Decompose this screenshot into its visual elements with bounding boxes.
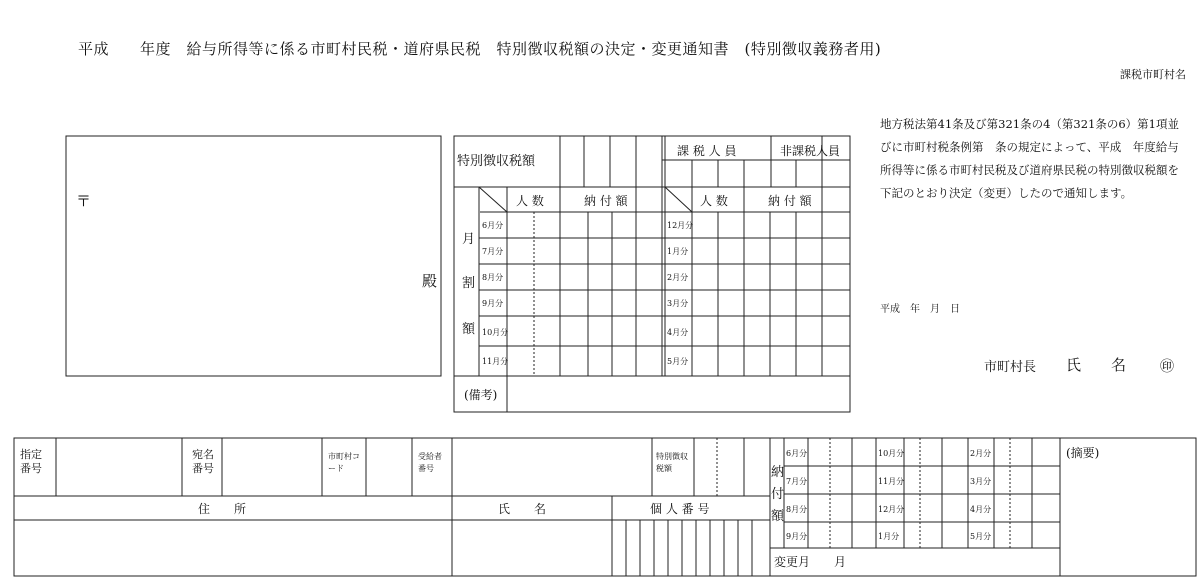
receiver-no-label: 受給者番号 [418, 452, 442, 473]
monthly-label-3: 額 [462, 322, 476, 337]
designated-no-label: 指定番号 [20, 448, 42, 475]
bm-col3-2: 4月分 [970, 505, 992, 514]
document-title: 平成 年度 給与所得等に係る市町村民税・道府県民税 特別徴収税額の決定・変更通知書 (特別徴収義務者用) [78, 40, 882, 58]
left-month-0: 6月分 [482, 221, 504, 230]
col-people-right: 人 数 [700, 194, 728, 208]
bm-col3-3: 5月分 [970, 532, 992, 541]
bm-col2-1: 11月分 [878, 477, 905, 486]
left-month-3: 9月分 [482, 299, 504, 308]
recipient-no-label: 宛名番号 [192, 448, 214, 475]
left-month-4: 10月分 [482, 328, 509, 337]
notice-text: 地方税法第41条及び第321条の4（第321条の6）第1項並びに市町村税条例第 条の規定によって、平成 年度給与所得等に係る市町村民税及び道府県民税の特別徴収税額を下記のとおり決定（変更）したので通知します。 [880, 117, 1179, 200]
bm-col2-2: 12月分 [878, 505, 905, 514]
summary-label: (摘要) [1066, 446, 1100, 460]
monthly-label-2: 割 [462, 276, 476, 291]
left-month-1: 7月分 [482, 247, 504, 256]
mayor-label: 市町村長 [984, 360, 1037, 375]
name-label: 氏 名 [498, 502, 547, 516]
right-month-5: 5月分 [667, 357, 689, 366]
right-month-1: 1月分 [667, 247, 689, 256]
notice-date: 平成 年 月 日 [880, 304, 960, 315]
taxable-label: 課 税 人 員 [677, 144, 737, 158]
mayor-name: 氏 名 [1066, 356, 1127, 374]
left-month-2: 8月分 [482, 273, 504, 282]
nontaxable-label: 非課税人員 [780, 144, 841, 158]
monthly-label-1: 月 [462, 232, 476, 247]
municipality-label: 課税市町村名 [1120, 68, 1186, 81]
bm-col1-3: 9月分 [786, 532, 808, 541]
postal-mark: 〒 [76, 192, 92, 210]
bm-col2-0: 10月分 [878, 449, 905, 458]
honorific: 殿 [422, 272, 438, 290]
col-payment-right: 納 付 額 [768, 194, 812, 208]
right-month-0: 12月分 [667, 221, 694, 230]
tax-table-frame [454, 136, 850, 376]
special-amount-label: 特別徴収税額 [656, 452, 688, 473]
personal-no-label: 個 人 番 号 [650, 502, 710, 516]
right-month-3: 3月分 [667, 299, 689, 308]
city-code-label: 市町村コード [328, 452, 360, 473]
special-tax-label: 特別徴収税額 [457, 154, 536, 169]
remarks-label: (備考) [464, 388, 498, 402]
bm-col3-1: 3月分 [970, 477, 992, 486]
col-payment: 納 付 額 [584, 194, 628, 208]
bm-col2-3: 1月分 [878, 532, 900, 541]
address-box-frame [66, 136, 441, 376]
bm-col1-2: 8月分 [786, 505, 808, 514]
right-month-4: 4月分 [667, 328, 689, 337]
bm-col1-0: 6月分 [786, 449, 808, 458]
bm-col1-1: 7月分 [786, 477, 808, 486]
seal-mark: ㊞ [1160, 359, 1174, 375]
bm-col3-0: 2月分 [970, 449, 992, 458]
col-people: 人 数 [516, 194, 544, 208]
address-label: 住 所 [198, 502, 247, 516]
change-month-label: 変更月 月 [774, 555, 847, 569]
right-month-2: 2月分 [667, 273, 689, 282]
payment-label: 納付額 [771, 465, 785, 524]
left-month-5: 11月分 [482, 357, 509, 366]
